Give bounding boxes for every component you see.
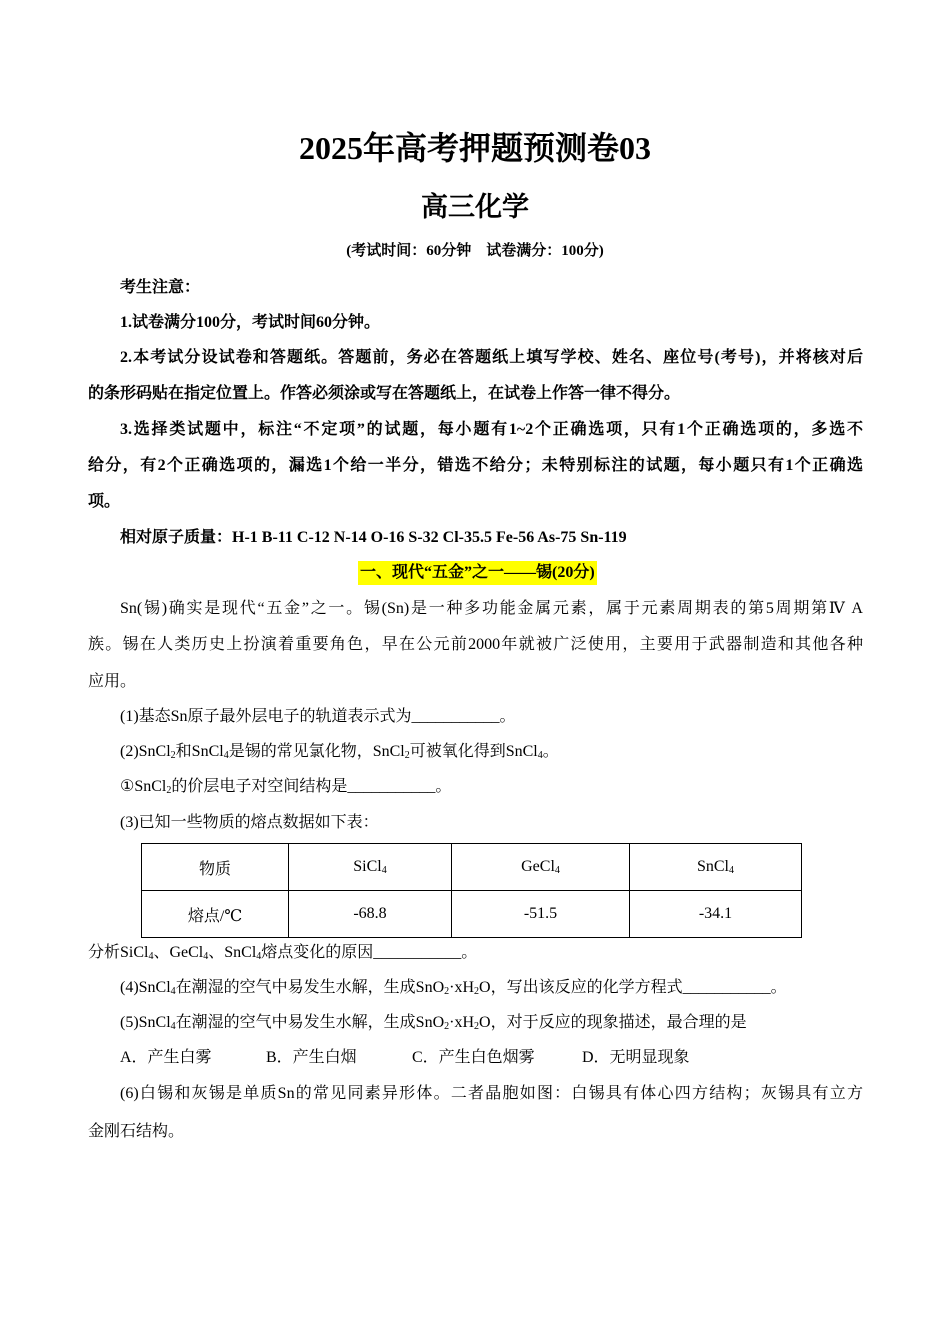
atomic-mass-list: 相对原子质量：H-1 B-11 C-12 N-14 O-16 S-32 Cl-35.5 Fe-56 As-75 Sn-119	[120, 529, 627, 546]
melting-point-table	[141, 843, 802, 938]
table-header-cell: SnCl$_4$	[630, 844, 802, 891]
question-1: (1)基态Sn原子最外层电子的轨道表示式为___________。	[120, 708, 516, 725]
notice-item-3-line-1: 3.选择类试题中，标注“不定项”的试题，每小题有1~2个正确选项，只有1个正确选项的，多选不	[120, 421, 863, 438]
question-6-line-2: 金刚石结构。	[88, 1123, 185, 1140]
option-b: B．产生白烟	[266, 1049, 357, 1066]
notice-heading: 考生注意：	[120, 279, 201, 296]
intro-line-2: 族。锡在人类历史上扮演着重要角色，早在公元前2000年就被广泛使用，主要用于武器制造和其他各种	[88, 636, 863, 653]
intro-line-3: 应用。	[88, 673, 137, 690]
notice-item-3-line-3: 项。	[88, 493, 121, 510]
option-c: C．产生白色烟雾	[412, 1049, 535, 1066]
exam-subtitle: 高三化学	[421, 192, 529, 222]
table-header-cell: SiCl$_4$	[289, 844, 452, 891]
notice-item-2-line-2: 的条形码贴在指定位置上。作答必须涂或写在答题纸上，在试卷上作答一律不得分。	[88, 385, 681, 402]
question-4: (4)SnCl$_4$在潮湿的空气中易发生水解，生成$SnO_2\cdot xH_2O$，写出该反应的化学方程式___________。	[120, 979, 787, 997]
table-row	[142, 891, 802, 938]
table-cell: -51.5	[452, 891, 630, 938]
table-row-label: 熔点/℃	[142, 891, 289, 938]
table-header-row	[142, 844, 802, 891]
table-header-cell: 物质	[142, 844, 289, 891]
table-header-cell: GeCl$_4$	[452, 844, 630, 891]
exam-time-score: (考试时间：60分钟 试卷满分：100分)	[346, 243, 604, 259]
notice-item-1: 1.试卷满分100分，考试时间60分钟。	[120, 314, 381, 331]
option-d: D．无明显现象	[582, 1049, 690, 1066]
exam-title: 2025年高考押题预测卷03	[298, 130, 651, 166]
question-3-analysis: 分析SiCl$_4$、GeCl$_4$、SnCl$_4$熔点变化的原因___________。	[88, 944, 478, 962]
intro-line-1: Sn(锡)确实是现代“五金”之一。锡(Sn)是一种多功能金属元素，属于元素周期表的第5周期第Ⅳ A	[120, 600, 863, 617]
question-3: (3)已知一些物质的熔点数据如下表：	[120, 814, 379, 831]
question-6-line-1: (6)白锡和灰锡是单质Sn的常见同素异形体。二者晶胞如图：白锡具有体心四方结构；灰锡具有立方	[120, 1085, 863, 1102]
option-a: A．产生白雾	[120, 1049, 212, 1066]
table-cell: -68.8	[289, 891, 452, 938]
table-cell: -34.1	[630, 891, 802, 938]
question-2: (2)SnCl$_2$和SnCl$_4$是锡的常见氯化物，SnCl$_2$可被氧化得到SnCl$_4$。	[120, 743, 559, 761]
notice-item-3-line-2: 给分，有2个正确选项的，漏选1个给一半分，错选不给分；未特别标注的试题，每小题只有1个正确选	[88, 457, 863, 474]
question-2-sub-1: ①SnCl$_2$的价层电子对空间结构是___________。	[120, 778, 452, 796]
section-title: 一、现代“五金”之一——锡(20分)	[358, 561, 597, 585]
notice-item-2-line-1: 2.本考试分设试卷和答题纸。答题前，务必在答题纸上填写学校、姓名、座位号(考号)，并将核对后	[120, 349, 863, 366]
question-5: (5)SnCl$_4$在潮湿的空气中易发生水解，生成$SnO_2\cdot xH_2O$，对于反应的现象描述，最合理的是	[120, 1014, 747, 1032]
